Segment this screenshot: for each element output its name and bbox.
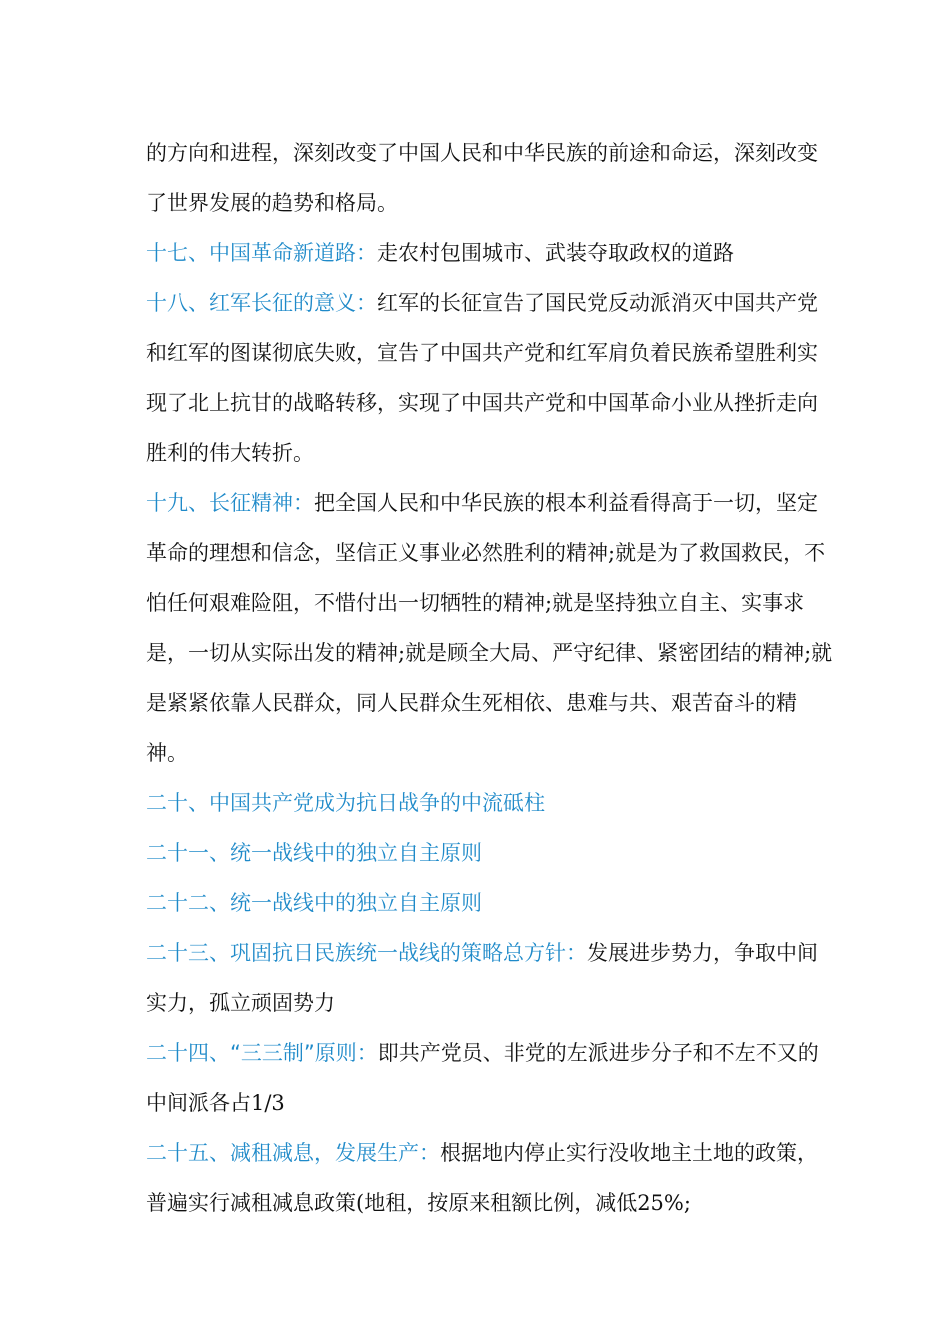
paragraph-heading: 二十一、统一战线中的独立自主原则 xyxy=(146,841,482,865)
paragraph-heading: 二十、中国共产党成为抗日战争的中流砥柱 xyxy=(146,791,545,815)
paragraph-body: 的方向和进程，深刻改变了中国人民和中华民族的前途和命运，深刻改变了世界发展的趋势和格局。 xyxy=(146,141,818,215)
paragraph-body: 根据地内停止实行没收地主土地的政策，普遍实行减租减息政策(地租，按原来租额比例，减低25%; xyxy=(146,1141,818,1215)
paragraph-heading: 二十三、巩固抗日民族统一战线的策略总方针： xyxy=(146,941,587,965)
paragraph-7 xyxy=(146,878,836,928)
paragraph-body: 把全国人民和中华民族的根本利益看得高于一切，坚定革命的理想和信念，坚信正义事业必然胜利的精神;就是为了救国救民，不怕任何艰难险阻，不惜付出一切牺牲的精神;就是坚持独立自主、实事求是，一切从实际出发的精神;就是顾全大局、严守纪律、紧密团结的精神;就是紧紧依靠人民群众，同人民群众生死相依、患难与共、艰苦奋斗的精神。 xyxy=(146,491,833,765)
paragraph-heading: 二十四、“三三制”原则： xyxy=(146,1041,378,1065)
paragraph-body: 即共产党员、非党的左派进步分子和不左不又的中间派各占1/3 xyxy=(146,1041,819,1115)
document-page xyxy=(146,128,836,1228)
paragraph-4 xyxy=(146,478,836,778)
paragraph-8 xyxy=(146,928,836,1028)
paragraph-9 xyxy=(146,1028,836,1128)
paragraph-heading: 十八、红军长征的意义： xyxy=(146,291,377,315)
paragraph-1 xyxy=(146,128,836,228)
paragraph-heading: 十七、中国革命新道路： xyxy=(146,241,377,265)
paragraph-body: 发展进步势力，争取中间实力，孤立顽固势力 xyxy=(146,941,818,1015)
paragraph-heading: 十九、长征精神： xyxy=(146,491,314,515)
paragraph-heading: 二十五、减租减息，发展生产： xyxy=(146,1141,440,1165)
paragraph-3 xyxy=(146,278,836,478)
paragraph-heading: 二十二、统一战线中的独立自主原则 xyxy=(146,891,482,915)
paragraph-10 xyxy=(146,1128,836,1228)
paragraph-body: 走农村包围城市、武装夺取政权的道路 xyxy=(377,241,734,265)
paragraph-5 xyxy=(146,778,836,828)
paragraph-6 xyxy=(146,828,836,878)
paragraph-2 xyxy=(146,228,836,278)
paragraph-body: 红军的长征宣告了国民党反动派消灭中国共产党和红军的图谋彻底失败，宣告了中国共产党和红军肩负着民族希望胜利实现了北上抗甘的战略转移，实现了中国共产党和中国革命小业从挫折走向胜利的伟大转折。 xyxy=(146,291,818,465)
